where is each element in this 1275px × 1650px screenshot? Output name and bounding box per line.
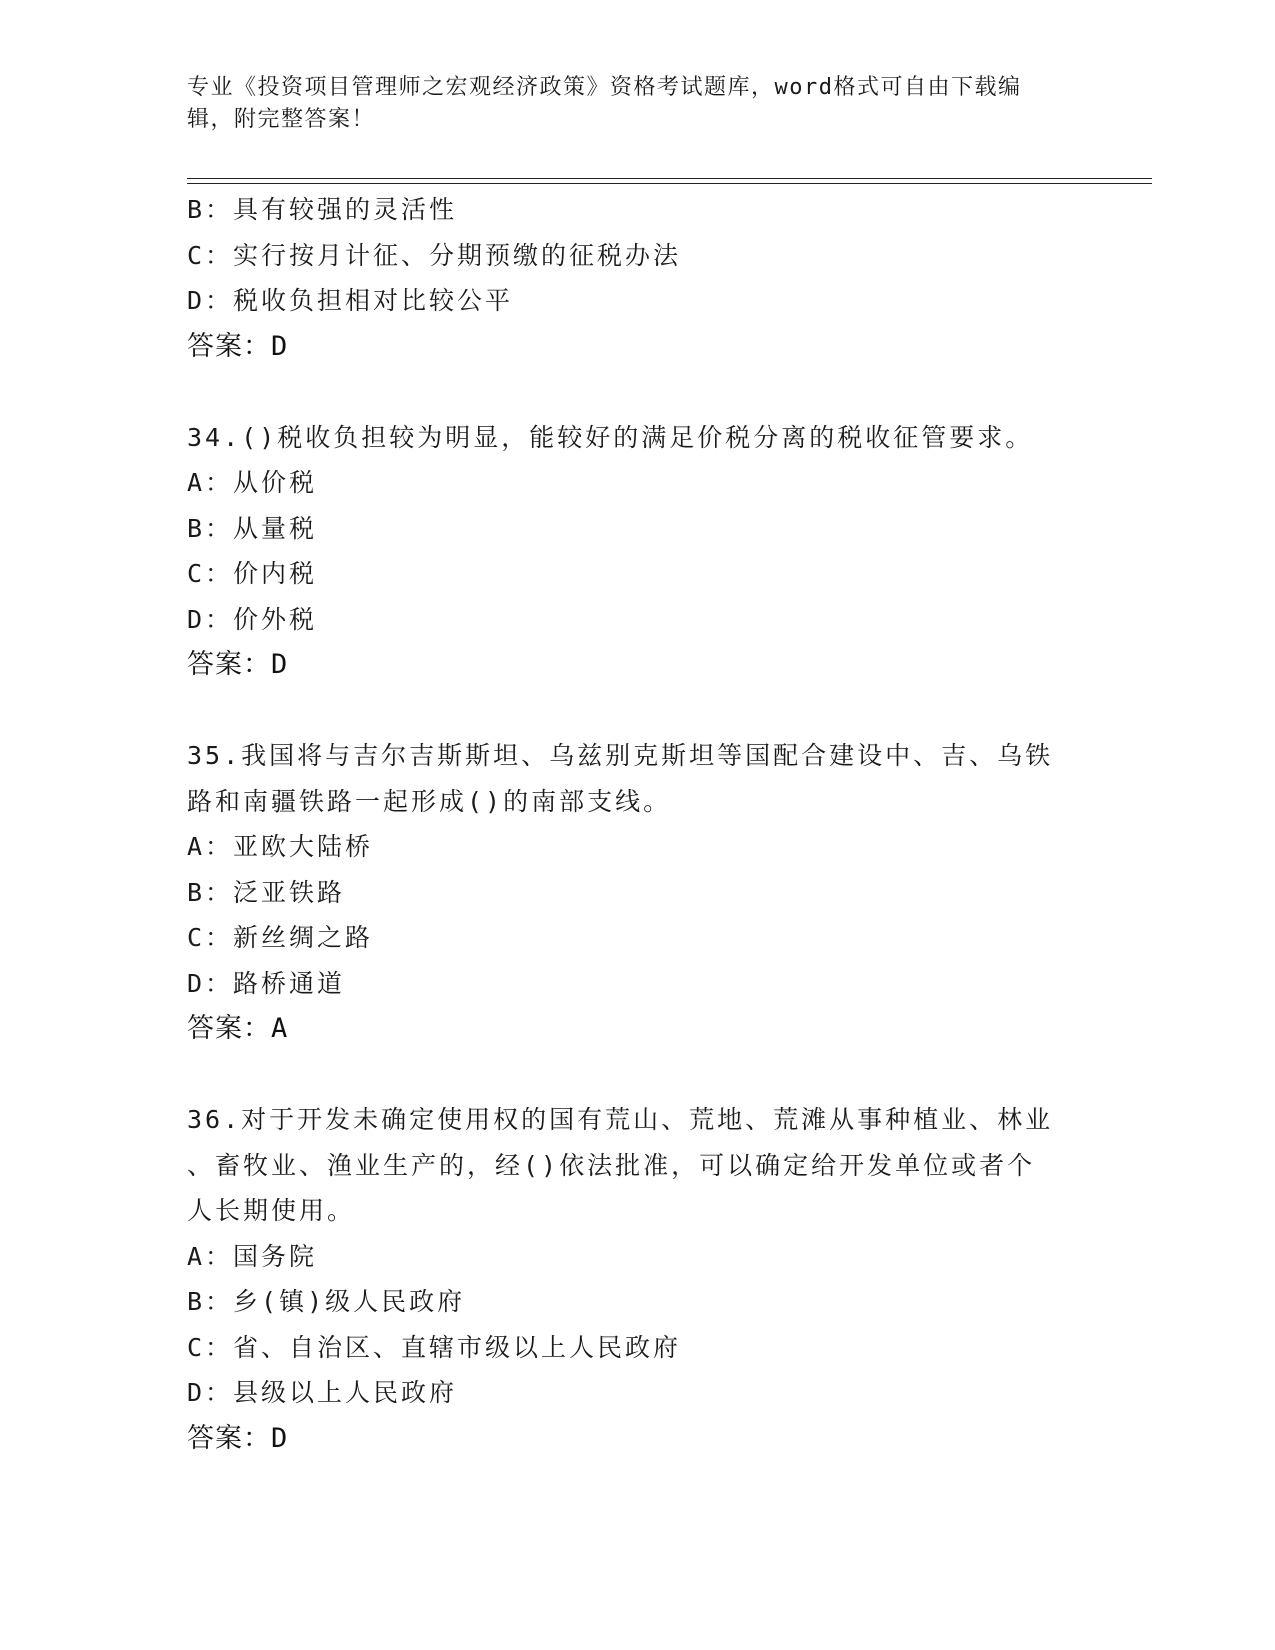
question-stem-line-2: 、畜牧业、渔业生产的，经()依法批准，可以确定给开发单位或者个 xyxy=(187,1150,1036,1180)
option-a: A：亚欧大陆桥 xyxy=(187,832,374,861)
option-a: A：从价税 xyxy=(187,468,318,497)
answer: 答案：D xyxy=(187,649,289,680)
answer: 答案：D xyxy=(187,1422,289,1454)
option-d: D：路桥通道 xyxy=(187,968,346,998)
option-d: D：税收负担相对比较公平 xyxy=(187,286,514,315)
option-c: C：实行按月计征、分期预缴的征税办法 xyxy=(187,240,682,270)
option-c: C：价内税 xyxy=(187,559,318,588)
question-stem: 34.()税收负担较为明显，能较好的满足价税分离的税收征管要求。 xyxy=(187,422,1034,452)
question-stem-line-3: 人长期使用。 xyxy=(187,1196,356,1225)
option-c: C：新丝绸之路 xyxy=(187,923,374,952)
question-stem-line-1: 36.对于开发未确定使用权的国有荒山、荒地、荒滩从事种植业、林业 xyxy=(187,1105,1054,1134)
spacer xyxy=(187,369,1087,415)
question-stem-line-1: 35.我国将与吉尔吉斯斯坦、乌兹别克斯坦等国配合建设中、吉、乌铁 xyxy=(187,741,1054,770)
option-c: C：省、自治区、直辖市级以上人民政府 xyxy=(187,1332,682,1362)
spacer xyxy=(187,688,1087,734)
question-35 xyxy=(187,733,1087,1052)
question-36 xyxy=(187,1097,1087,1461)
option-b: B：泛亚铁路 xyxy=(187,877,346,907)
option-d: D：县级以上人民政府 xyxy=(187,1378,458,1407)
question-34 xyxy=(187,415,1087,688)
option-b: B：从量税 xyxy=(187,513,318,543)
option-b: B：乡(镇)级人民政府 xyxy=(187,1287,466,1316)
spacer xyxy=(187,1052,1087,1098)
option-b: B：具有较强的灵活性 xyxy=(187,195,458,224)
question-33-continued xyxy=(187,187,1087,369)
answer: 答案：D xyxy=(187,330,289,362)
header-divider-top xyxy=(187,178,1152,179)
question-list xyxy=(187,187,1087,1461)
question-stem-line-2: 路和南疆铁路一起形成()的南部支线。 xyxy=(187,786,672,816)
option-a: A：国务院 xyxy=(187,1241,318,1271)
option-d: D：价外税 xyxy=(187,604,318,634)
header-line-2: 辑，附完整答案！ xyxy=(187,107,376,132)
header-line-1: 专业《投资项目管理师之宏观经济政策》资格考试题库，word格式可自由下载编 xyxy=(187,75,1022,100)
document-header xyxy=(187,72,1067,136)
header-divider-bottom xyxy=(187,183,1152,184)
answer: 答案：A xyxy=(187,1013,289,1044)
